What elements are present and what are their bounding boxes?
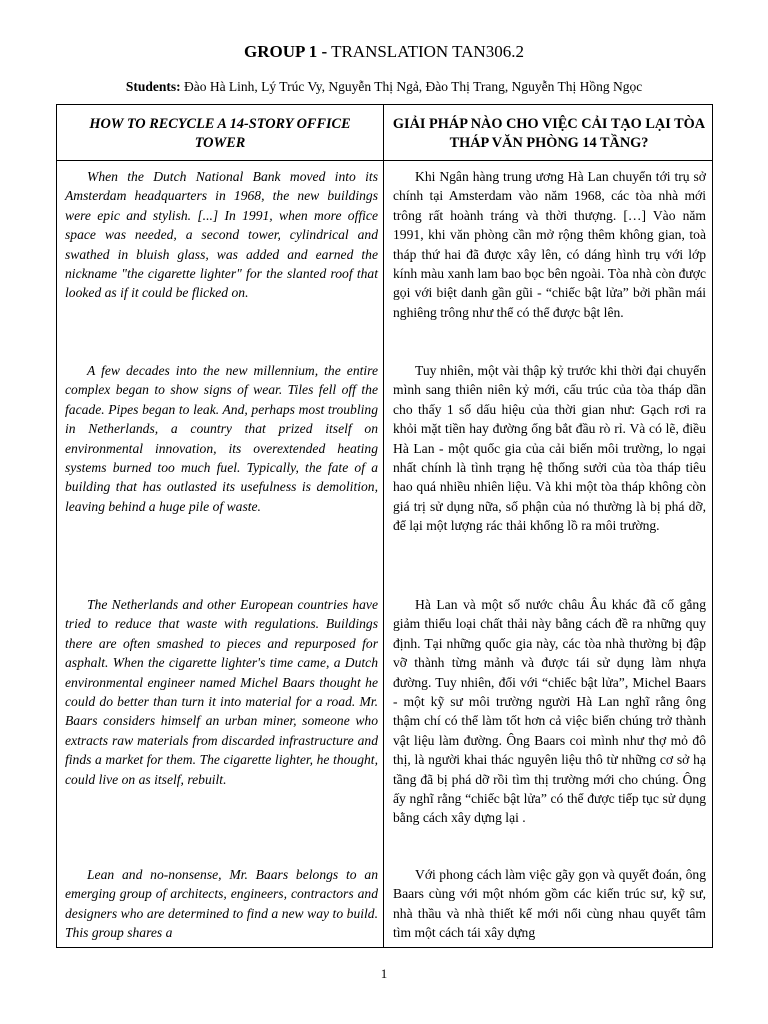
course-title: TRANSLATION TAN306.2 [331, 42, 524, 61]
students-label: Students: [125, 79, 181, 94]
group-label: GROUP 1 - [244, 42, 328, 61]
english-heading: HOW TO RECYCLE A 14-STORY OFFICE TOWER [89, 116, 351, 151]
vietnamese-paragraph-1: Khi Ngân hàng trung ương Hà Lan chuyển tới trụ sở chính tại Amsterdam vào năm 1968, các tòa nhà mới trông rất hoành tráng và thời thượng. […] Vào năm 1991, khi văn phòng cần mở rộng thêm không gian, toà tháp thứ hai đã được xây lên, có dáng hình trụ với lớp kính màu xanh lam bao bọc bên ngoài. Tòa nhà còn được gọi với biệt danh gần gũi - “chiếc bật lửa” bởi phần mái nghiêng trông như thể có thể được bật lên. [393, 169, 706, 320]
english-paragraph-3: The Netherlands and other European countries have tried to reduce that waste with regulations. Buildings there are often smashed to pieces and repurposed for asphalt. When the cigarette lighter's time came, a Dutch environmental engineer named Michel Baars thought he could do better than turn it into material for a road. Mr. Baars considers himself an urban miner, someone who extracts raw materials from discarded infrastructure and finds a market for them. The cigarette lighter, he thought, could live on as itself, rebuilt. [65, 597, 378, 787]
students-names: Đào Hà Linh, Lý Trúc Vy, Nguyễn Thị Ngả, Đào Thị Trang, Nguyễn Thị Hồng Ngọc [183, 79, 643, 94]
students-line [0, 79, 768, 95]
document-title [0, 42, 768, 62]
vietnamese-paragraph-4: Với phong cách làm việc gãy gọn và quyết đoán, ông Baars cùng với một nhóm gồm các kiến trúc sư, kỹ sư, nhà thầu và nhà thiết kế mới nổi cùng nhau quyết tâm tìm một cách tái xây dựng [393, 867, 706, 941]
english-paragraph-1: When the Dutch National Bank moved into its Amsterdam headquarters in 1968, the new buildings were epic and stylish. [...] In 1991, when more office space was needed, a second tower, cylindrical and swathed in bluish glass, was added and earned the nickname "the cigarette lighter" for the slanted roof that looked as if it could be flicked on. [65, 169, 378, 301]
column-divider [383, 105, 384, 947]
vietnamese-heading: GIẢI PHÁP NÀO CHO VIỆC CẢI TẠO LẠI TÒA THÁP VĂN PHÒNG 14 TẦNG? [392, 116, 706, 151]
vietnamese-paragraph-3: Hà Lan và một số nước châu Âu khác đã cố gắng giảm thiểu loại chất thải này bằng cách đề ra những quy định. Tại những quốc gia này, các tòa nhà thường bị đập vỡ thành từng mảnh và được tái sử dụng làm nhựa đường. Tuy nhiên, đối với “chiếc bật lửa”, Michel Baars - một kỹ sư môi trường người Hà Lan nghĩ rằng ông thậm chí có thể làm tốt hơn cả việc biến chúng trở thành vật liệu làm đường. Ông Baars coi mình như thợ mỏ đô thị, là người khai thác nguyên liệu thô từ những cơ sở hạ tầng đã bị phá dỡ rồi tìm thị trường mới cho chúng. Ông ấy nghĩ rằng “chiếc bật lửa” có thể được tiếp tục sử dụng bằng cách xây dựng lại . [393, 597, 706, 826]
english-paragraph-2: A few decades into the new millennium, the entire complex began to show signs of wear. Tiles fell off the facade. Pipes began to leak. And, perhaps most troubling in Netherlands, a country that prized itself on environmental innovation, its overextended heating systems burned too much fuel. Typically, the fate of a building that has outlasted its usefulness is demolition, leaving behind a huge pile of waste. [65, 363, 378, 514]
page-number: 1 [380, 966, 388, 981]
english-paragraph-4: Lean and no-nonsense, Mr. Baars belongs to an emerging group of architects, engineers, contractors and designers who are determined to find a new way to build. This group shares a [65, 867, 378, 941]
vietnamese-paragraph-2: Tuy nhiên, một vài thập kỷ trước khi thời đại chuyển mình sang thiên niên kỷ mới, cấu trúc của tòa tháp dần cho thấy 1 số dấu hiệu của thời gian như: Gạch rơi ra khỏi mặt tiền hay đường ống bắt đầu rò rỉ. Và có lẽ, điều Hà Lan - một quốc gia của cải biến môi trường, lo ngại nhất chính là tình trạng hệ thống sưởi của tòa tháp tiêu hao quá nhiều nhiên liệu. Và khi một tòa tháp không còn giá trị sử dụng nữa, số phận của nó thường là bị phá dỡ, để lại một lượng rác thải khổng lồ ra môi trường. [393, 363, 706, 534]
header-divider [57, 160, 712, 161]
translation-table [56, 104, 713, 948]
